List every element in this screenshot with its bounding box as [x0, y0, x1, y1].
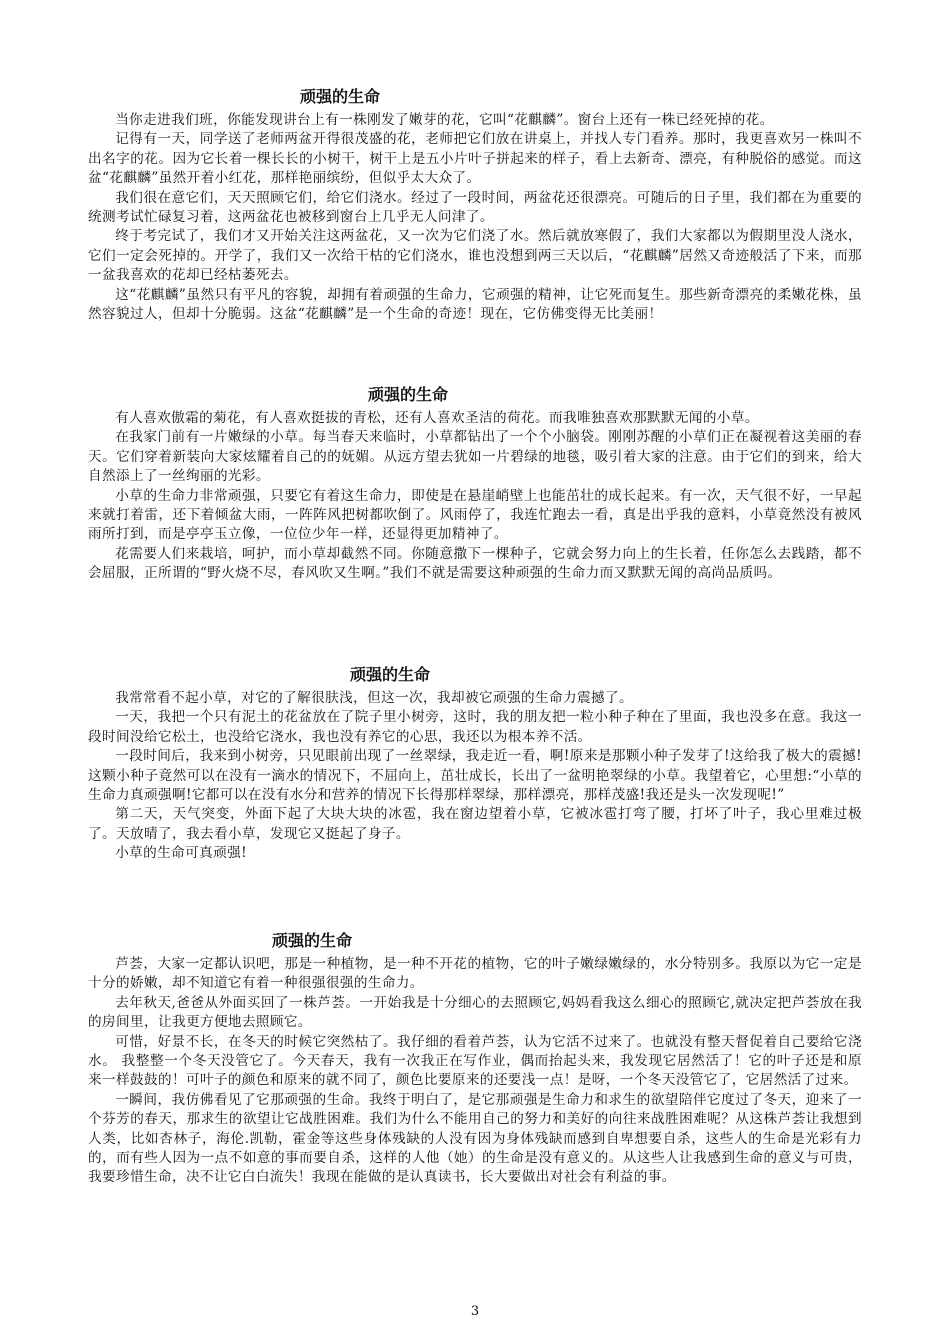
essay-paragraph: 芦荟，大家一定都认识吧，那是一种植物，是一种不开花的植物，它的叶子嫩绿嫩绿的，水分特别多。我原以为它一定是十分的娇嫩，却不知道它有着一种很强很强的生命力。 — [88, 956, 862, 992]
essay-paragraph: 一天，我把一个只有泥土的花盆放在了院子里小树旁，这时，我的朋友把一粒小种子种在了里面，我也没多在意。我这一段时间没给它松土，也没给它浇水，我也没有养它的心思，我还以为根本养不活。 — [88, 709, 862, 745]
essay-paragraph: 我常常看不起小草，对它的了解很肤浅，但这一次，我却被它顽强的生命力震撼了。 — [115, 690, 633, 706]
essay-paragraph: 这“花麒麟”虽然只有平凡的容貌，却拥有着顽强的生命力，它顽强的精神，让它死而复生。那些新奇漂亮的柔嫩花株，虽然容貌过人，但却十分脆弱。这盆“花麒麟”是一个生命的奇迹！现在，它仿佛变得无比美丽！ — [88, 286, 862, 323]
essay-paragraph: 花需要人们来栽培，呵护，而小草却截然不同。你随意撒下一棵种子，它就会努力向上的生长着，任你怎么去践踏，都不会屈服，正所谓的“野火烧不尽，春风吹又生啊。”我们不就是需要这种顽强的生命力而又默默无闻的高尚品质吗。 — [88, 545, 862, 582]
essay-paragraph: 当你走进我们班，你能发现讲台上有一株刚发了嫩芽的花，它叫“花麒麟”。窗台上还有一株已经死掉的花。 — [115, 112, 774, 128]
essay-paragraph: 去年秋天,爸爸从外面买回了一株芦荟。一开始我是十分细心的去照顾它,妈妈看我这么细心的照顾它,就决定把芦荟放在我的房间里，让我更方便地去照顾它。 — [88, 994, 862, 1031]
essay-paragraph: 有人喜欢傲霜的菊花，有人喜欢挺拔的青松，还有人喜欢圣洁的荷花。而我唯独喜欢那默默无闻的小草。 — [115, 410, 759, 426]
essay-paragraph: 在我家门前有一片嫩绿的小草。每当春天来临时，小草都钻出了一个个小脑袋。刚刚苏醒的小草们正在凝视着这美丽的春天。它们穿着新装向大家炫耀着自己的的妩媚。从远方望去犹如一片碧绿的地毯，吸引着大家的注意。由于它们的到来，给大自然添上了一丝绚丽的光彩。 — [88, 429, 862, 485]
essay-paragraph: 小草的生命力非常顽强，只要它有着这生命力，即使是在悬崖峭壁上也能茁壮的成长起来。有一次，天气很不好，一早起来就打着雷，还下着倾盆大雨，一阵阵风把树都吹倒了。风雨停了，我连忙跑去一看，真是出乎我的意料，小草竟然没有被风雨所打到，而是亭亭玉立像，一位位少年一样，还显得更加精神了。 — [88, 487, 862, 543]
page-number: 3 — [470, 1304, 480, 1319]
essay-title: 顽强的生命 — [272, 931, 353, 950]
essay-paragraph: 一瞬间，我仿佛看见了它那顽强的生命。我终于明白了，是它那顽强是生命力和求生的欲望陪伴它度过了冬天，迎来了一个芬芳的春天，那求生的欲望让它战胜困难。我们为什么不能用自己的努力和美好的向往来战胜困难呢？从这株芦荟让我想到人类，比如杏林子，海伦.凯勒，霍金等这些身体残缺的人没有因为身体残缺而感到自卑想要自杀，这些人的生命是光彩有力的，而有些人因为一点不如意的事而要自杀，这样的人他（她）的生命是没有意义的。从这些人让我感到生命的意义与可贵，我要珍惜生命，决不让它白白流失！我现在能做的是认真读书，长大要做出对社会有利益的事。 — [88, 1091, 862, 1186]
essay-4 — [88, 930, 862, 1188]
essay-2 — [88, 384, 862, 584]
essay-paragraph: 小草的生命可真顽强! — [115, 845, 247, 862]
essay-paragraph: 终于考完试了，我们才又开始关注这两盆花，又一次为它们浇了水。然后就放寒假了，我们大家都以为假期里没人浇水，它们一定会死掉的。开学了，我们又一次给干枯的它们浇水，谁也没想到两三天以后，“花麒麟”居然又奇迹般活了下来，而那一盆我喜欢的花却已经枯萎死去。 — [88, 228, 862, 284]
essay-paragraph: 记得有一天，同学送了老师两盆开得很茂盛的花，老师把它们放在讲桌上，并找人专门看养。那时，我更喜欢另一株叫不出名字的花。因为它长着一棵长长的小树干，树干上是五小片叶子拼起来的样子，看上去新奇、漂亮，有种脱俗的感觉。而这盆“花麒麟”虽然开着小红花，那样艳丽缤纷，但似乎太大众了。 — [88, 131, 862, 187]
essay-title: 顽强的生命 — [300, 87, 381, 106]
essay-paragraph: 一段时间后，我来到小树旁，只见眼前出现了一丝翠绿，我走近一看，啊!原来是那颗小种子发芽了!这给我了极大的震撼!这颗小种子竟然可以在没有一滴水的情况下，不屈向上，茁壮成长，长出了一盆明艳翠绿的小草。我望着它，心里想:“小草的生命力真顽强啊!它都可以在没有水分和营养的情况下长得那样翠绿，那样漂亮，那样茂盛!我还是头一次发现呢!” — [88, 748, 862, 804]
essay-paragraph: 第二天，天气突变，外面下起了大块大块的冰雹，我在窗边望着小草，它被冰雹打弯了腰，打坏了叶子，我心里难过极了。天放晴了，我去看小草，发现它又挺起了身子。 — [88, 806, 862, 842]
essay-3 — [88, 664, 862, 864]
essay-paragraph: 可惜，好景不长，在冬天的时候它突然枯了。我仔细的看着芦荟，认为它活不过来了。也就没有整天督促着自己要给它浇水。 我整整一个冬天没管它了。今天春天，我有一次我正在写作业，偶而抬起头来，我发现它居然活了！它的叶子还是和原来一样鼓鼓的！可叶子的颜色和原来的就不同了，颜色比要原来的还要浅一点！是呀，一个冬天没管它了，它居然活了过来。 — [88, 1033, 862, 1089]
essay-paragraph: 我们很在意它们，天天照顾它们，给它们浇水。经过了一段时间，两盆花还很漂亮。可随后的日子里，我们都在为重要的统测考试忙碌复习着，这两盆花也被移到窗台上几乎无人问津了。 — [88, 189, 862, 226]
essay-1 — [88, 86, 862, 324]
essay-title: 顽强的生命 — [350, 665, 431, 684]
essay-title: 顽强的生命 — [368, 385, 449, 404]
